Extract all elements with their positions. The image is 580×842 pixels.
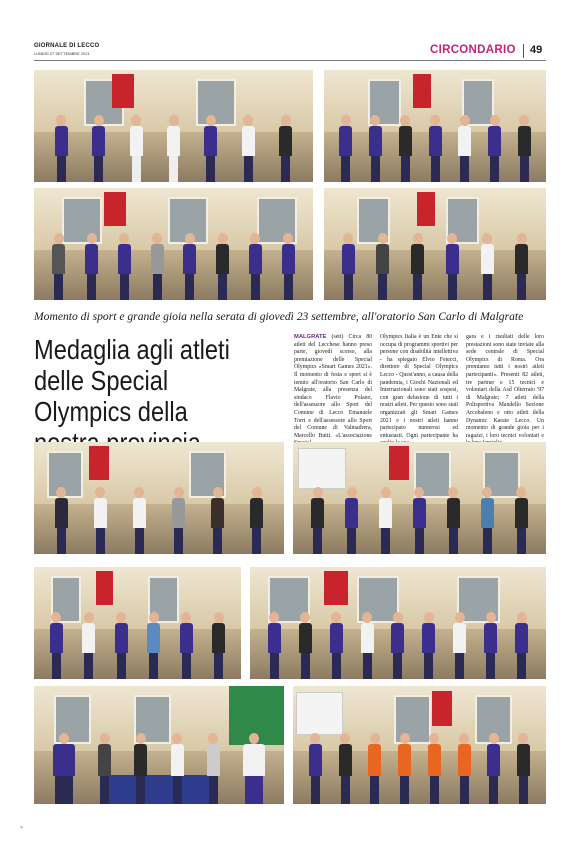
article-column-2 [380,334,458,448]
photo-group-9 [34,686,284,804]
article-text-3: gara e i risultati delle loro prestazioni sono state inviate alla sede centrale di Special Olympics di Roma. Ora premiamo tutti i nostri atleti partecipanti». Presenti 82 atleti, tre partner e 15 tecnici e volontari della Asd Olterrato '97 di Malgrate; 7 atleti della Polisportiva Mandello Sezione Arcobaleno e otto atleti della Dynamic Karate Lecco. Un momento di grande gioia per i ragazzi, i loro tecnici volontari e [466,334,544,439]
issue-date: LUNEDÌ 27 SETTEMBRE 2021 [34,51,90,56]
photo-group-2 [324,70,546,182]
photo-group-4 [324,188,546,300]
header-rule [34,60,546,61]
article-kicker: MALGRATE [294,334,327,340]
footer-mark: * [20,826,23,832]
header-separator [523,44,524,58]
photo-group-3 [34,188,313,300]
photo-group-7 [34,567,241,679]
photo-group-5 [34,442,284,554]
photo-group-10 [293,686,546,804]
article-text-1: (sett) Circa 80 atleti del Lecchese hanno preso parte, giovedì scorso, alla premiazione delle Special Olympics «Smart Games 2021». Il momento di festa e sport si è tenuto all'oratorio San Carlo di Malgrate, alla presenza del sindaco Flavio Polano, dell'assessore allo Sport del Comune di Lecco Emanuele Torri e dell'assessore allo Sport del Comune di Valmadrera, Marcello Butti. «L'associazione [294,334,372,439]
article-column-1 [294,334,372,448]
photo-group-8 [250,567,546,679]
article-column-3 [466,334,544,448]
photo-caption: Momento di sport e grande gioia nella serata di giovedì 23 settembre, all'oratorio San Carlo di Malgrate [34,310,524,323]
photo-group-6 [293,442,546,554]
page-number: 49 [530,44,543,56]
headline: Medaglia agli atleti delle Special Olympics della [34,334,230,427]
section-title: CIRCONDARIO [430,44,516,56]
photo-group-1 [34,70,313,182]
masthead: GIORNALE DI LECCO [34,43,100,49]
article-text-2: Olympics Italia è un Ente che si occupa di programmi sportivi per persone con disabilità intellettiva - ha spiegato Elvio Fetecci, direttore di Special Olympics Lecco - Quest'anno, a causa della pandemia, i Giochi Nazionali ed Internazionali sono stati sospesi, con gran delusione di tutti i nostri atleti. Per questo sono stati organizzati gli Smart Games 2021 e i nostri atleti hanno partecipato numerosi ed entusiasti. Ogni partecipante ha [380,334,458,439]
